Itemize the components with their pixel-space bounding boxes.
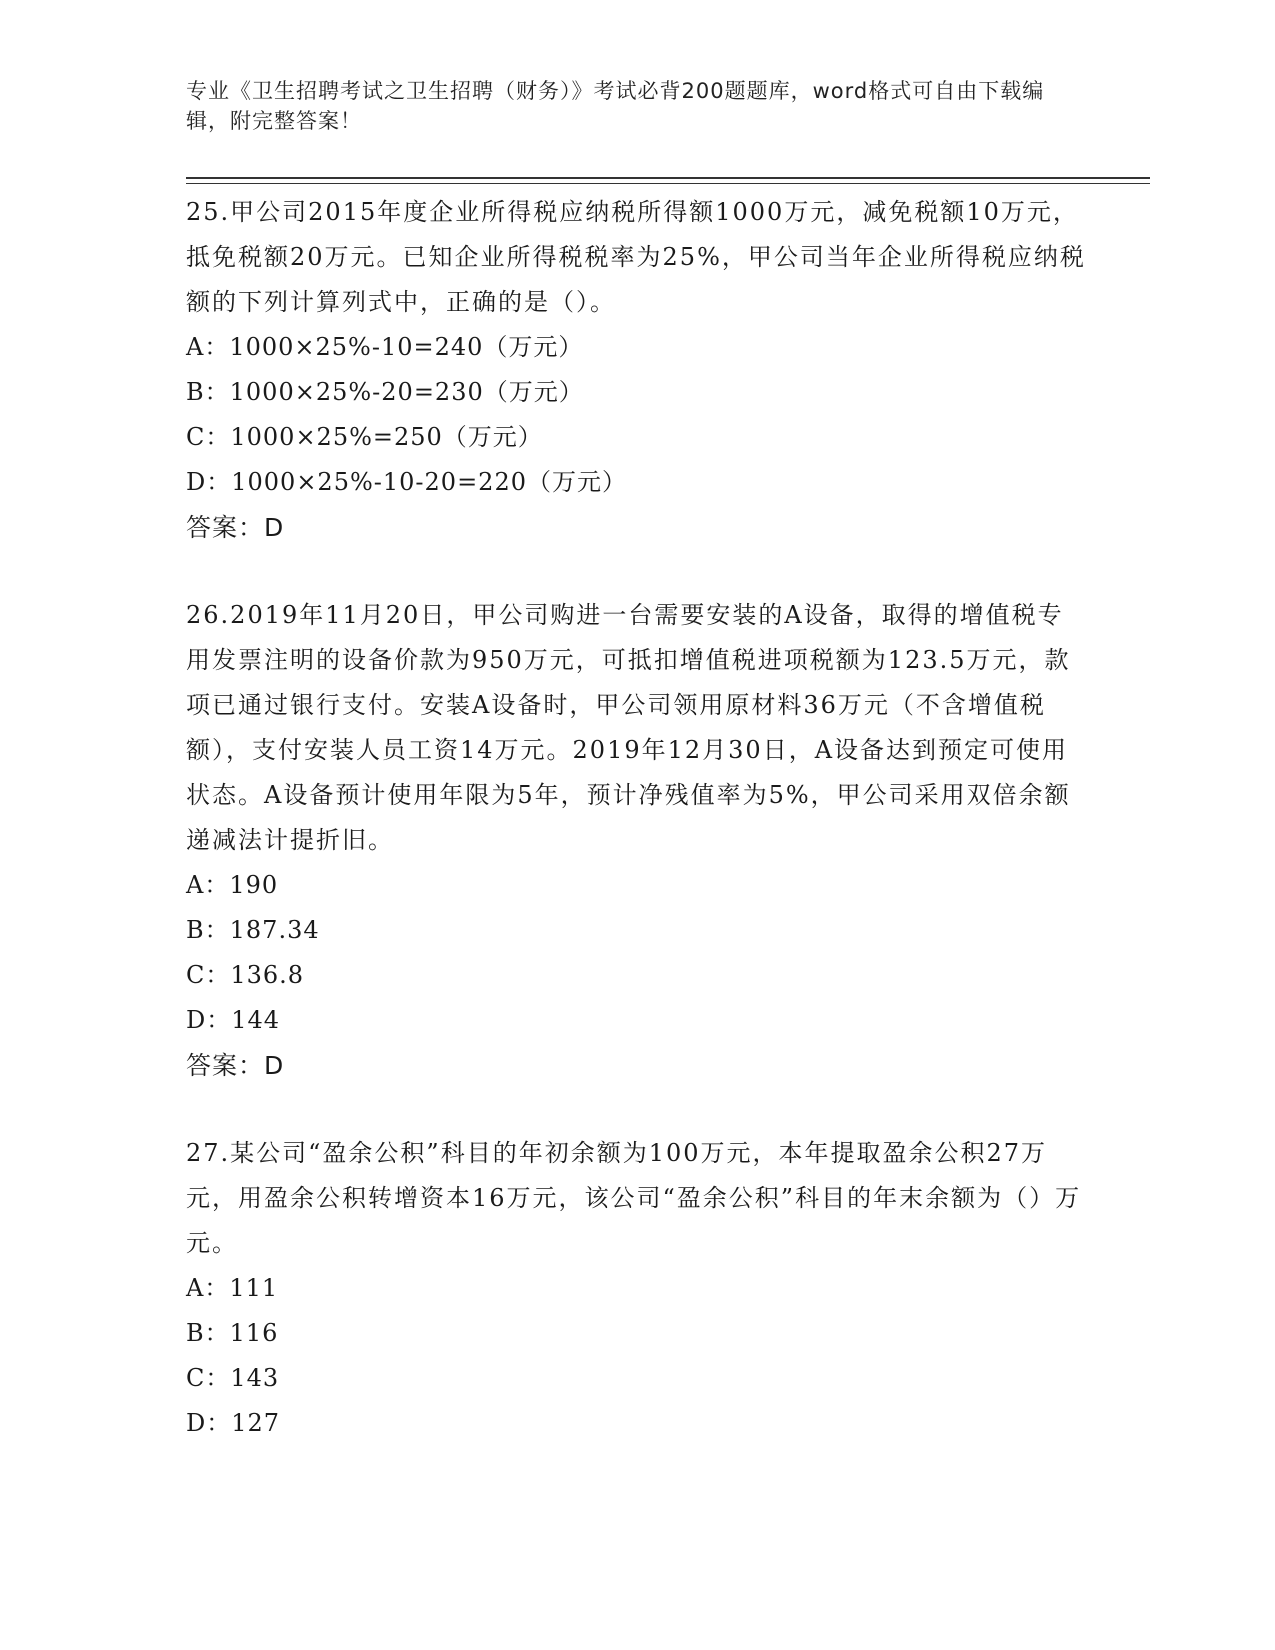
option-c: C：136.8 [186, 961, 305, 989]
option-b: B：116 [186, 1319, 279, 1347]
question-stem: 25.甲公司2015年度企业所得税应纳税所得额1000万元，减免税额10万元，抵免税额20万元。已知企业所得税税率为25%，甲公司当年企业所得税应纳税额的下列计算列式中，正确的是（）。 [186, 198, 1086, 316]
document-header: 专业《卫生招聘考试之卫生招聘（财务）》考试必背200题题库，word格式可自由下载编辑，附完整答案！ [186, 79, 1045, 133]
question-25 [186, 190, 1086, 550]
question-list [186, 190, 1086, 1446]
header-divider-thick [186, 177, 1150, 179]
answer-line: 答案：D [186, 1051, 285, 1080]
question-27 [186, 1131, 1086, 1446]
question-stem: 26.2019年11月20日，甲公司购进一台需要安装的A设备，取得的增值税专用发票注明的设备价款为950万元，可抵扣增值税进项税额为123.5万元，款项已通过银行支付。安装A设备时，甲公司领用原材料36万元（不含增值税额），支付安装人员工资14万元。2019年12月30日，A设备达到预定可使用状态。A设备预计使用年限为5年，预计净残值率为5%，甲公司采用双倍余额递减法计提折旧。 [186, 601, 1071, 854]
option-a: A：190 [186, 871, 279, 899]
option-d: D：1000×25%-10-20=220（万元） [186, 468, 627, 496]
header-divider-thin [186, 183, 1150, 184]
option-c: C：1000×25%=250（万元） [186, 423, 543, 451]
option-a: A：1000×25%-10=240（万元） [186, 333, 584, 361]
option-c: C：143 [186, 1364, 280, 1392]
option-d: D：144 [186, 1006, 281, 1034]
question-spacer [186, 550, 1086, 593]
option-b: B：187.34 [186, 916, 320, 944]
question-stem: 27.某公司“盈余公积”科目的年初余额为100万元，本年提取盈余公积27万元，用盈余公积转增资本16万元，该公司“盈余公积”科目的年末余额为（）万元。 [186, 1139, 1082, 1257]
question-26 [186, 593, 1086, 1088]
option-d: D：127 [186, 1409, 281, 1437]
question-spacer [186, 1088, 1086, 1131]
option-b: B：1000×25%-20=230（万元） [186, 378, 584, 406]
option-a: A：111 [186, 1274, 279, 1302]
answer-line: 答案：D [186, 513, 285, 542]
